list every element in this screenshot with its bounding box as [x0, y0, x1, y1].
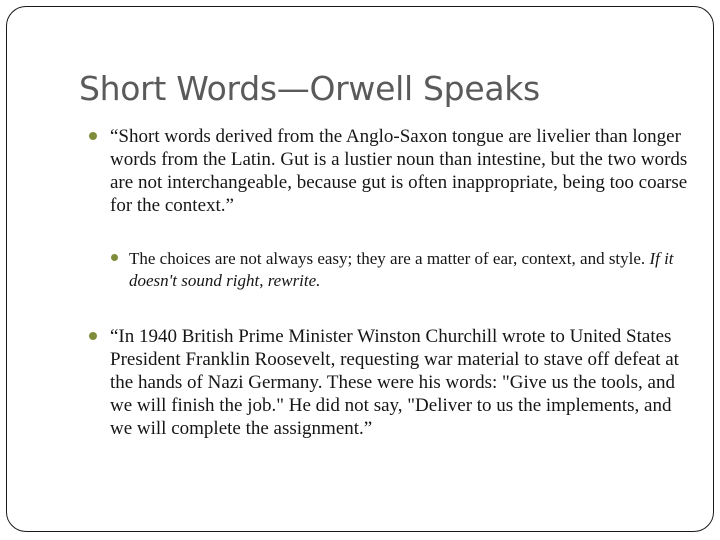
- bullet-dot-icon: [89, 332, 97, 340]
- bullet-text: “Short words derived from the Anglo-Saxon tongue are livelier than longer words from the Latin. Gut is a lustier noun than intestine, but the two words are not interchangeable, because gut is often inappropriate, being too coarse for the context.”: [110, 126, 688, 216]
- bullet-dot-icon: [111, 254, 118, 261]
- sub-bullet-item-choices: [111, 248, 691, 292]
- slide-title: Short Words—Orwell Speaks: [79, 69, 540, 108]
- sub-bullet-text: [129, 248, 689, 292]
- bullet-item-churchill-quote: [89, 325, 695, 440]
- bullet-dot-icon: [89, 132, 97, 140]
- slide-frame: [6, 6, 714, 532]
- sub-bullet-plain-text: The choices are not always easy; they are a matter of ear, context, and style.: [129, 249, 646, 268]
- bullet-item-orwell-quote: [89, 125, 689, 217]
- sub-bullet-italic-text: If it doesn't sound right, rewrite.: [129, 249, 674, 290]
- bullet-text: “In 1940 British Prime Minister Winston Churchill wrote to United States President Franklin Roosevelt, requesting war material to stave off defeat at the hands of Nazi Germany. These were his words: "Give us the tools, and we will finish the job." He did not say, "Deliver to us the implements, and we will complete the assignment.”: [110, 326, 679, 439]
